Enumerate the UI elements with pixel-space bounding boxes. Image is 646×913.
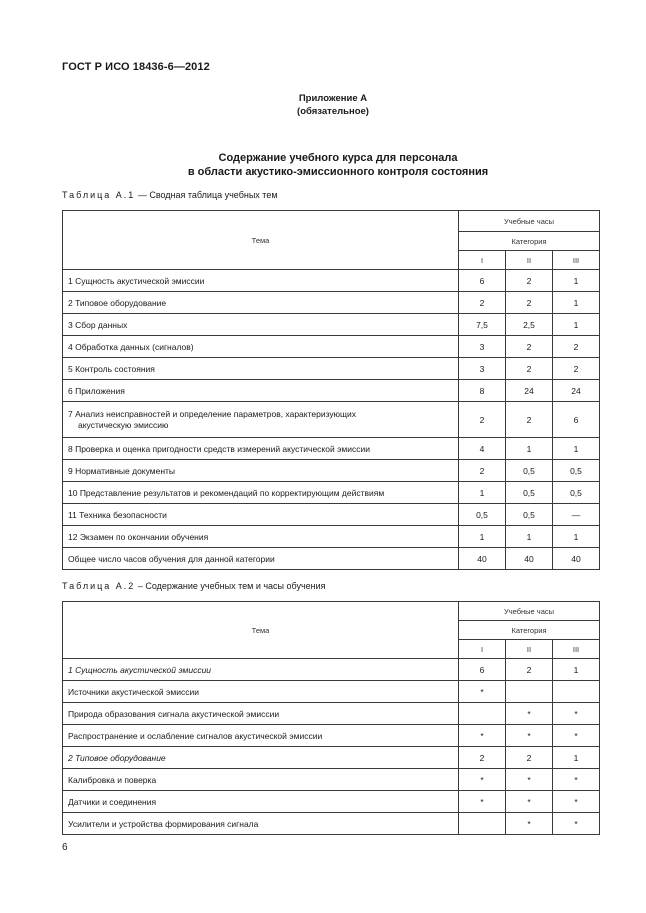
table-row — [63, 526, 600, 548]
table2-header-cat-iii: III — [553, 640, 600, 659]
table1 — [62, 210, 600, 570]
row-topic-line-2: акустическую эмиссию — [78, 419, 169, 430]
row-cat-ii: 2 — [506, 402, 553, 438]
table1-header-cat-ii: II — [506, 251, 553, 270]
row-topic: 2 Типовое оборудование — [63, 292, 459, 314]
row-cat-ii: * — [506, 813, 553, 835]
row-cat-ii: 0,5 — [506, 482, 553, 504]
row-cat-ii: 2 — [506, 358, 553, 380]
table-row — [63, 358, 600, 380]
row-cat-iii: 1 — [553, 659, 600, 681]
table1-header-topic: Тема — [63, 211, 459, 270]
row-cat-i: 2 — [459, 292, 506, 314]
row-topic: Общее число часов обучения для данной категории — [63, 548, 459, 570]
row-topic: 1 Сущность акустической эмиссии — [63, 659, 459, 681]
row-cat-i — [459, 703, 506, 725]
table-row — [63, 769, 600, 791]
row-topic: 4 Обработка данных (сигналов) — [63, 336, 459, 358]
row-cat-iii: 1 — [553, 292, 600, 314]
table-row — [63, 747, 600, 769]
row-cat-ii: * — [506, 725, 553, 747]
row-cat-i: 6 — [459, 270, 506, 292]
table-row — [63, 791, 600, 813]
table-total-row — [63, 548, 600, 570]
table1-caption-label: Таблица А.1 — [62, 190, 136, 200]
row-cat-iii: 1 — [553, 270, 600, 292]
table2-caption-label: Таблица А.2 — [62, 581, 136, 591]
row-cat-i: 3 — [459, 336, 506, 358]
table-row — [63, 703, 600, 725]
row-cat-iii: — — [553, 504, 600, 526]
row-cat-i: 7,5 — [459, 314, 506, 336]
row-topic: Калибровка и поверка — [63, 769, 459, 791]
row-topic: 1 Сущность акустической эмиссии — [63, 270, 459, 292]
table1-header-cat-iii: III — [553, 251, 600, 270]
row-cat-iii: 24 — [553, 380, 600, 402]
table-row — [63, 438, 600, 460]
table2-caption-text: – Содержание учебных тем и часы обучения — [135, 581, 326, 591]
table2 — [62, 601, 600, 835]
row-topic — [63, 402, 459, 438]
row-cat-iii: 6 — [553, 402, 600, 438]
table2-header-topic: Тема — [63, 602, 459, 659]
row-cat-ii: 0,5 — [506, 460, 553, 482]
row-topic: Распространение и ослабление сигналов акустической эмиссии — [63, 725, 459, 747]
row-cat-i: * — [459, 769, 506, 791]
row-cat-iii: 2 — [553, 358, 600, 380]
table1-header-hours: Учебные часы — [459, 211, 600, 232]
table2-header-cat-ii: II — [506, 640, 553, 659]
table-row — [63, 270, 600, 292]
row-cat-ii: * — [506, 769, 553, 791]
row-cat-iii: 1 — [553, 526, 600, 548]
row-cat-i: 8 — [459, 380, 506, 402]
row-topic: 2 Типовое оборудование — [63, 747, 459, 769]
row-topic: 6 Приложения — [63, 380, 459, 402]
table1-header-category: Категория — [459, 232, 600, 251]
table-row — [63, 336, 600, 358]
table-row — [63, 482, 600, 504]
row-cat-i: 6 — [459, 659, 506, 681]
annex-title-block — [0, 92, 646, 118]
row-topic: Источники акустической эмиссии — [63, 681, 459, 703]
table1-caption — [62, 190, 278, 200]
row-cat-i: 3 — [459, 358, 506, 380]
table-row — [63, 460, 600, 482]
annex-status: (обязательное) — [297, 106, 369, 117]
table-row — [63, 813, 600, 835]
row-cat-i: 2 — [459, 402, 506, 438]
row-cat-ii: 2 — [506, 336, 553, 358]
row-topic: Природа образования сигнала акустической эмиссии — [63, 703, 459, 725]
table-row — [63, 725, 600, 747]
row-cat-ii: 1 — [506, 438, 553, 460]
page-number: 6 — [62, 842, 68, 853]
row-cat-ii: 0,5 — [506, 504, 553, 526]
row-cat-ii: 2 — [506, 659, 553, 681]
row-cat-i: 0,5 — [459, 504, 506, 526]
table-row — [63, 681, 600, 703]
table1-caption-text: — Сводная таблица учебных тем — [135, 190, 278, 200]
row-topic: 11 Техника безопасности — [63, 504, 459, 526]
row-cat-ii: 1 — [506, 526, 553, 548]
row-cat-ii: 2 — [506, 747, 553, 769]
row-cat-i: * — [459, 791, 506, 813]
table2-header-cat-i: I — [459, 640, 506, 659]
row-topic: 12 Экзамен по окончании обучения — [63, 526, 459, 548]
heading-line-2: в области акустико-эмиссионного контроля состояния — [187, 166, 489, 178]
row-topic: 10 Представление результатов и рекомендаций по корректирующим действиям — [63, 482, 459, 504]
standard-code: ГОСТ Р ИСО 18436-6—2012 — [62, 61, 210, 73]
row-cat-ii — [506, 681, 553, 703]
row-cat-iii: 1 — [553, 438, 600, 460]
heading-line-1: Содержание учебного курса для персонала — [218, 152, 458, 164]
table2-header-hours: Учебные часы — [459, 602, 600, 621]
row-cat-i: 40 — [459, 548, 506, 570]
row-topic: 9 Нормативные документы — [63, 460, 459, 482]
table2-caption — [62, 581, 326, 591]
row-cat-ii: 40 — [506, 548, 553, 570]
row-cat-ii: 2 — [506, 292, 553, 314]
annex-title: Приложение А — [298, 93, 368, 104]
row-cat-iii: * — [553, 791, 600, 813]
row-cat-i: * — [459, 725, 506, 747]
table-row — [63, 659, 600, 681]
table-row — [63, 380, 600, 402]
row-topic: Усилители и устройства формирования сигнала — [63, 813, 459, 835]
row-cat-iii: * — [553, 725, 600, 747]
row-cat-ii: 2 — [506, 270, 553, 292]
row-cat-iii: * — [553, 769, 600, 791]
row-cat-i: 1 — [459, 482, 506, 504]
row-cat-iii: * — [553, 703, 600, 725]
row-topic: 5 Контроль состояния — [63, 358, 459, 380]
row-cat-iii: * — [553, 813, 600, 835]
row-cat-ii: 24 — [506, 380, 553, 402]
row-topic: 8 Проверка и оценка пригодности средств измерений акустической эмиссии — [63, 438, 459, 460]
row-cat-i — [459, 813, 506, 835]
row-cat-ii: * — [506, 791, 553, 813]
table1-header-cat-i: I — [459, 251, 506, 270]
row-cat-iii: 0,5 — [553, 482, 600, 504]
section-heading — [0, 151, 646, 179]
table-row — [63, 292, 600, 314]
row-topic: 3 Сбор данных — [63, 314, 459, 336]
row-cat-i: 4 — [459, 438, 506, 460]
row-cat-i: * — [459, 681, 506, 703]
row-cat-iii — [553, 681, 600, 703]
row-cat-ii: 2,5 — [506, 314, 553, 336]
row-cat-i: 2 — [459, 460, 506, 482]
row-topic-line-1: 7 Анализ неисправностей и определение параметров, характеризующих — [68, 408, 357, 419]
row-cat-iii: 1 — [553, 747, 600, 769]
table-row — [63, 314, 600, 336]
table-row — [63, 504, 600, 526]
row-cat-i: 2 — [459, 747, 506, 769]
table-row — [63, 402, 600, 438]
row-cat-iii: 2 — [553, 336, 600, 358]
row-cat-iii: 1 — [553, 314, 600, 336]
row-cat-ii: * — [506, 703, 553, 725]
table2-header-category: Категория — [459, 621, 600, 640]
row-cat-iii: 0,5 — [553, 460, 600, 482]
row-cat-iii: 40 — [553, 548, 600, 570]
row-topic: Датчики и соединения — [63, 791, 459, 813]
row-cat-i: 1 — [459, 526, 506, 548]
